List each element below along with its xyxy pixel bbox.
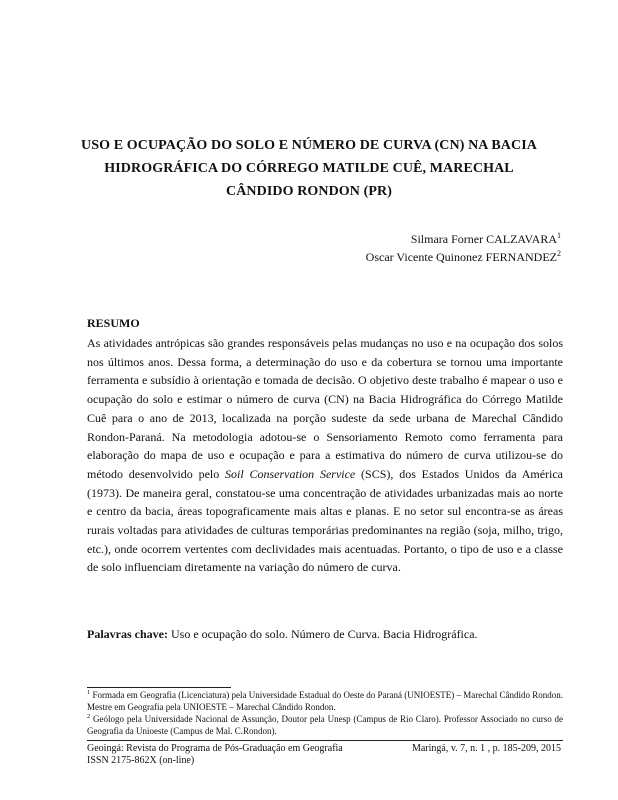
footnote-text: Formada em Geografia (Licenciatura) pela Universidade Estadual do Oeste do Paraná (UNIOESTE) – Marechal Cândido Rondon. Mestre em Geografia pela UNIOESTE – Marechal Cândido Rondon. [87,690,563,712]
author-name: Oscar Vicente Quinonez FERNANDEZ [365,250,557,264]
journal-issn: ISSN 2175-862X (on-line) [87,755,195,766]
abstract-body [87,334,563,577]
journal-info [87,743,343,767]
author-name: Silmara Forner CALZAVARA [410,232,557,246]
footnote-mark: 2 [87,713,91,720]
journal-name: Geoingá: Revista do Programa de Pós-Graduação em Geografia [87,743,343,754]
footnote-2 [87,714,563,737]
footnote-marker: 1 [557,231,561,240]
footnote-text: Geólogo pela Universidade Nacional de Assunção, Doutor pela Unesp (Campus de Rio Claro). Professor Associado no curso de Geografia da Unioeste (Campus de Mal. C.Rondon). [87,714,563,736]
abstract-heading: RESUMO [87,316,140,330]
footnote-mark: 1 [87,689,91,696]
author-1 [366,230,561,248]
abstract-text-part-2: (SCS), dos Estados Unidos da América (1973). De maneira geral, constatou-se uma concentração de atividades urbanizadas mais ao norte e centro da bacia, áreas topograficamente mais altas e planas. E no setor sul encontra-se as áreas rurais voltadas para atividades de culturas temporárias predominantes na região (soja, milho, trigo, etc.), onde ocorrem vertentes com declividades mais acentuadas. Portanto, o tipo de uso e a classe de solo influenciam diretamente na variação do número de curva. [87,466,563,575]
abstract-paragraph [87,334,563,577]
footer-divider [87,740,563,741]
keywords-label: Palavras chave: [87,627,168,641]
footnote-marker: 2 [557,249,561,258]
abstract-text-part-1: As atividades antrópicas são grandes responsáveis pelas mudanças no uso e na ocupação dos solos nos últimos anos. Dessa forma, a determinação do uso e da cobertura se tornou uma importante ferramenta e subsídio à orientação e tomada de decisão. O objetivo deste trabalho é mapear o uso e ocupação do solo e estimar o número de curva (CN) na Bacia Hidrográfica do Córrego Matilde Cuê para o ano de 2013, localizada na porção sudeste da sede urbana de Marechal Cândido Rondon-Paraná. Na metodologia adotou-se o Sensoriamento Remoto como ferramenta para elaboração do mapa de uso e ocupação e para a estimativa do número de curva utilizou-se do método desenvolvido pelo [87,336,563,481]
keywords-text: Uso e ocupação do solo. Número de Curva. Bacia Hidrográfica. [167,627,478,641]
author-list [366,230,561,266]
abstract-italic-term: Soil Conservation Service [225,466,356,481]
paper-title: USO E OCUPAÇÃO DO SOLO E NÚMERO DE CURVA (CN) NA BACIA HIDROGRÁFICA DO CÓRREGO MATILDE CUÊ, MARECHAL CÂNDIDO RONDON (PR) [81,138,537,199]
footnote-divider [87,687,231,688]
issue-info: Maringá, v. 7, n. 1 , p. 185-209, 2015 [411,743,561,754]
footnotes [87,690,563,738]
keywords [87,627,563,642]
author-2 [366,248,561,266]
footnote-1 [87,690,563,713]
